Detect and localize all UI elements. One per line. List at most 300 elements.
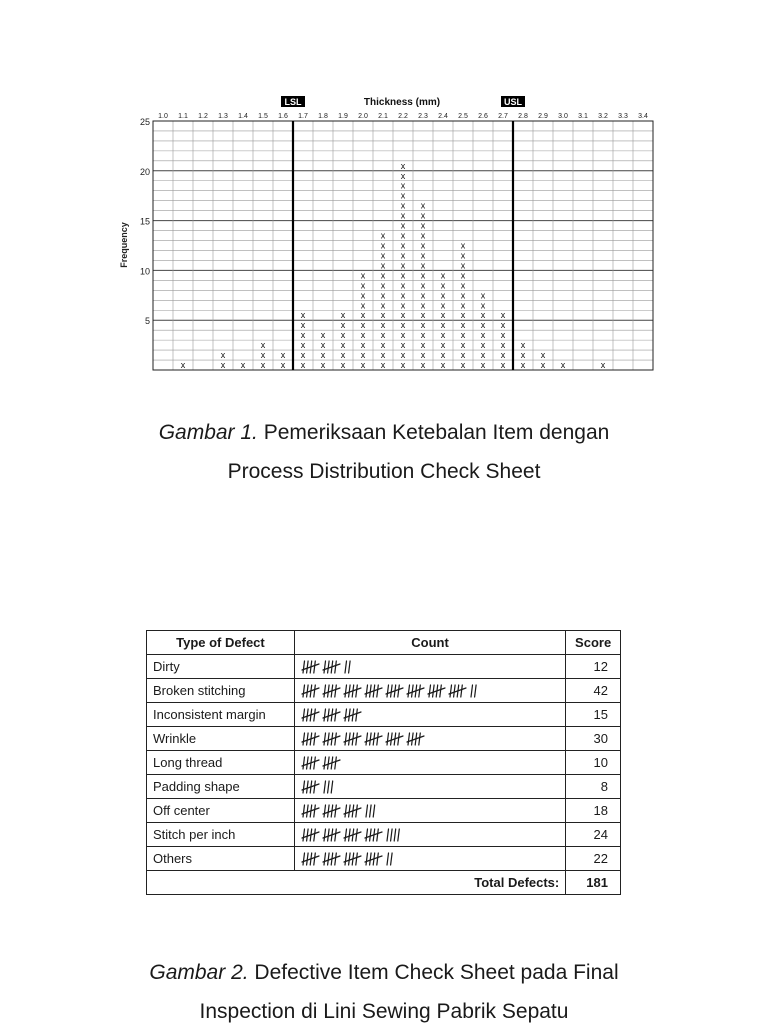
tally-marks bbox=[301, 754, 351, 772]
tally-stroke bbox=[335, 805, 337, 817]
spec-limit-label: LSL bbox=[284, 97, 302, 107]
tally-stroke bbox=[419, 685, 421, 697]
tally-stroke bbox=[356, 733, 358, 745]
tally-stroke bbox=[303, 853, 305, 865]
tally-stroke bbox=[324, 853, 326, 865]
x-mark: x bbox=[320, 330, 326, 341]
x-mark: x bbox=[400, 160, 406, 171]
tally-stroke bbox=[331, 781, 333, 793]
tally-stroke bbox=[303, 829, 305, 841]
tally-stroke bbox=[314, 829, 316, 841]
tally-stroke bbox=[471, 685, 473, 697]
tally-stroke bbox=[314, 781, 316, 793]
x-mark: x bbox=[400, 220, 406, 231]
x-mark: x bbox=[440, 340, 446, 351]
tally-stroke bbox=[314, 709, 316, 721]
tally-stroke bbox=[324, 709, 326, 721]
table-row bbox=[147, 823, 621, 847]
x-mark: x bbox=[360, 320, 366, 331]
x-mark: x bbox=[300, 320, 306, 331]
tally-stroke bbox=[356, 805, 358, 817]
x-mark: x bbox=[500, 310, 506, 321]
x-tick-label: 3.0 bbox=[558, 113, 568, 120]
x-tick-label: 1.1 bbox=[178, 113, 188, 120]
tally-stroke bbox=[390, 685, 392, 697]
x-tick-label: 2.8 bbox=[518, 113, 528, 120]
x-mark: x bbox=[420, 230, 426, 241]
tally-stroke bbox=[345, 733, 347, 745]
x-mark: x bbox=[420, 340, 426, 351]
x-mark: x bbox=[420, 360, 426, 371]
x-mark: x bbox=[480, 350, 486, 361]
tally-marks bbox=[301, 802, 383, 820]
defect-score: 22 bbox=[566, 847, 621, 871]
tally-marks bbox=[301, 706, 372, 724]
x-tick-label: 1.3 bbox=[218, 113, 228, 120]
x-mark: x bbox=[280, 350, 286, 361]
tally-stroke bbox=[324, 757, 326, 769]
defect-type: Wrinkle bbox=[147, 727, 295, 751]
x-mark: x bbox=[480, 360, 486, 371]
x-mark: x bbox=[460, 320, 466, 331]
x-mark: x bbox=[360, 270, 366, 281]
tally-stroke bbox=[387, 733, 389, 745]
x-mark: x bbox=[360, 290, 366, 301]
tally-stroke bbox=[335, 733, 337, 745]
tally-stroke bbox=[327, 757, 329, 769]
tally-stroke bbox=[390, 829, 392, 841]
x-tick-label: 1.6 bbox=[278, 113, 288, 120]
x-tick-label: 3.3 bbox=[618, 113, 628, 120]
defect-score: 15 bbox=[566, 703, 621, 727]
x-tick-label: 1.4 bbox=[238, 113, 248, 120]
x-mark: x bbox=[400, 310, 406, 321]
tally-stroke bbox=[303, 685, 305, 697]
total-value: 181 bbox=[566, 871, 621, 895]
defect-tally bbox=[294, 727, 565, 751]
defect-type: Inconsistent margin bbox=[147, 703, 295, 727]
defect-score: 18 bbox=[566, 799, 621, 823]
defect-type: Dirty bbox=[147, 655, 295, 679]
x-mark: x bbox=[400, 360, 406, 371]
defect-score: 12 bbox=[566, 655, 621, 679]
x-mark: x bbox=[520, 350, 526, 361]
x-mark: x bbox=[400, 190, 406, 201]
defect-tally bbox=[294, 775, 565, 799]
x-mark: x bbox=[400, 230, 406, 241]
x-mark: x bbox=[300, 310, 306, 321]
tally-stroke bbox=[398, 829, 400, 841]
y-tick-label: 20 bbox=[139, 166, 150, 177]
table-row bbox=[147, 775, 621, 799]
y-tick-label: 15 bbox=[139, 216, 150, 227]
x-mark: x bbox=[420, 220, 426, 231]
tally-stroke bbox=[366, 685, 368, 697]
tally-stroke bbox=[366, 805, 368, 817]
x-mark: x bbox=[380, 350, 386, 361]
figure-1-caption bbox=[0, 413, 768, 491]
x-mark: x bbox=[400, 200, 406, 211]
tally-stroke bbox=[314, 757, 316, 769]
tally-stroke bbox=[314, 853, 316, 865]
x-mark: x bbox=[400, 330, 406, 341]
tally-stroke bbox=[366, 733, 368, 745]
tally-stroke bbox=[377, 733, 379, 745]
x-mark: x bbox=[540, 360, 546, 371]
header-score: Score bbox=[566, 631, 621, 655]
x-mark: x bbox=[380, 260, 386, 271]
x-mark: x bbox=[480, 320, 486, 331]
process-distribution-check-sheet bbox=[0, 0, 768, 400]
x-tick-label: 1.0 bbox=[158, 113, 168, 120]
x-mark: x bbox=[480, 290, 486, 301]
x-mark: x bbox=[540, 350, 546, 361]
x-mark: x bbox=[460, 340, 466, 351]
tally-stroke bbox=[335, 853, 337, 865]
x-mark: x bbox=[500, 330, 506, 341]
x-mark: x bbox=[340, 330, 346, 341]
tally-stroke bbox=[348, 661, 350, 673]
tally-stroke bbox=[398, 685, 400, 697]
total-label: Total Defects: bbox=[147, 871, 566, 895]
x-mark: x bbox=[440, 350, 446, 361]
tally-stroke bbox=[306, 829, 308, 841]
x-mark: x bbox=[460, 250, 466, 261]
x-mark: x bbox=[480, 300, 486, 311]
tally-stroke bbox=[387, 829, 389, 841]
tally-stroke bbox=[345, 853, 347, 865]
x-mark: x bbox=[380, 240, 386, 251]
tally-stroke bbox=[398, 733, 400, 745]
tally-marks bbox=[301, 850, 400, 868]
tally-stroke bbox=[394, 829, 396, 841]
tally-stroke bbox=[303, 781, 305, 793]
x-mark: x bbox=[300, 360, 306, 371]
tally-stroke bbox=[306, 685, 308, 697]
x-mark: x bbox=[520, 360, 526, 371]
x-mark: x bbox=[460, 310, 466, 321]
x-tick-label: 3.1 bbox=[578, 113, 588, 120]
x-mark: x bbox=[360, 300, 366, 311]
x-mark: x bbox=[240, 360, 246, 371]
x-mark: x bbox=[400, 290, 406, 301]
tally-stroke bbox=[303, 757, 305, 769]
x-mark: x bbox=[360, 280, 366, 291]
defect-type: Padding shape bbox=[147, 775, 295, 799]
x-mark: x bbox=[360, 360, 366, 371]
x-tick-label: 2.1 bbox=[378, 113, 388, 120]
x-mark: x bbox=[260, 360, 266, 371]
tally-stroke bbox=[440, 685, 442, 697]
tally-stroke bbox=[335, 661, 337, 673]
table-header-row bbox=[147, 631, 621, 655]
x-mark: x bbox=[420, 240, 426, 251]
tally-stroke bbox=[306, 757, 308, 769]
tally-stroke bbox=[324, 805, 326, 817]
x-mark: x bbox=[440, 310, 446, 321]
x-mark: x bbox=[400, 350, 406, 361]
x-mark: x bbox=[180, 360, 186, 371]
tally-stroke bbox=[366, 853, 368, 865]
x-mark: x bbox=[460, 300, 466, 311]
table-row bbox=[147, 799, 621, 823]
x-mark: x bbox=[380, 310, 386, 321]
defect-score: 30 bbox=[566, 727, 621, 751]
tally-stroke bbox=[306, 781, 308, 793]
tally-stroke bbox=[306, 805, 308, 817]
x-tick-label: 2.0 bbox=[358, 113, 368, 120]
x-mark: x bbox=[320, 350, 326, 361]
x-tick-label: 2.6 bbox=[478, 113, 488, 120]
x-tick-label: 1.9 bbox=[338, 113, 348, 120]
tally-stroke bbox=[303, 709, 305, 721]
tally-stroke bbox=[461, 685, 463, 697]
figure-1-title-line2: Process Distribution Check Sheet bbox=[227, 460, 541, 483]
x-mark: x bbox=[460, 260, 466, 271]
x-mark: x bbox=[400, 170, 406, 181]
x-mark: x bbox=[360, 330, 366, 341]
x-mark: x bbox=[420, 200, 426, 211]
x-mark: x bbox=[380, 360, 386, 371]
x-mark: x bbox=[400, 270, 406, 281]
tally-stroke bbox=[345, 829, 347, 841]
x-mark: x bbox=[460, 360, 466, 371]
tally-stroke bbox=[356, 685, 358, 697]
tally-marks bbox=[301, 658, 358, 676]
x-mark: x bbox=[380, 320, 386, 331]
x-mark: x bbox=[440, 330, 446, 341]
tally-stroke bbox=[303, 661, 305, 673]
x-mark: x bbox=[380, 330, 386, 341]
x-mark: x bbox=[480, 330, 486, 341]
tally-stroke bbox=[377, 829, 379, 841]
x-mark: x bbox=[300, 340, 306, 351]
tally-stroke bbox=[369, 805, 371, 817]
x-mark: x bbox=[320, 360, 326, 371]
tally-stroke bbox=[348, 829, 350, 841]
x-mark: x bbox=[460, 350, 466, 361]
x-mark: x bbox=[400, 320, 406, 331]
tally-stroke bbox=[335, 685, 337, 697]
defect-type: Others bbox=[147, 847, 295, 871]
tally-stroke bbox=[377, 685, 379, 697]
x-tick-label: 2.7 bbox=[498, 113, 508, 120]
x-mark: x bbox=[500, 360, 506, 371]
tally-stroke bbox=[324, 661, 326, 673]
figure-2-label: Gambar 2. bbox=[149, 961, 249, 984]
table-row bbox=[147, 847, 621, 871]
x-mark: x bbox=[380, 290, 386, 301]
tally-stroke bbox=[303, 805, 305, 817]
tally-stroke bbox=[453, 685, 455, 697]
tally-stroke bbox=[356, 853, 358, 865]
defect-tally bbox=[294, 847, 565, 871]
tally-stroke bbox=[369, 829, 371, 841]
x-mark: x bbox=[600, 360, 606, 371]
spec-limit-label: USL bbox=[504, 97, 522, 107]
tally-stroke bbox=[345, 805, 347, 817]
x-mark: x bbox=[380, 340, 386, 351]
x-mark: x bbox=[340, 310, 346, 321]
x-tick-label: 1.8 bbox=[318, 113, 328, 120]
x-tick-label: 1.7 bbox=[298, 113, 308, 120]
x-mark: x bbox=[220, 350, 226, 361]
x-mark: x bbox=[260, 340, 266, 351]
x-mark: x bbox=[420, 310, 426, 321]
figure-2-title: Defective Item Check Sheet pada Final bbox=[248, 961, 619, 984]
defect-tally bbox=[294, 655, 565, 679]
x-mark: x bbox=[400, 300, 406, 311]
tally-stroke bbox=[450, 685, 452, 697]
tally-stroke bbox=[324, 781, 326, 793]
tally-stroke bbox=[373, 805, 375, 817]
tally-stroke bbox=[390, 853, 392, 865]
x-mark: x bbox=[400, 260, 406, 271]
tally-stroke bbox=[387, 853, 389, 865]
x-mark: x bbox=[420, 210, 426, 221]
x-mark: x bbox=[300, 350, 306, 361]
y-tick-label: 10 bbox=[139, 266, 150, 277]
tally-stroke bbox=[345, 709, 347, 721]
tally-marks bbox=[301, 682, 484, 700]
x-tick-label: 2.3 bbox=[418, 113, 428, 120]
tally-stroke bbox=[348, 709, 350, 721]
tally-stroke bbox=[314, 685, 316, 697]
chart-title: Thickness (mm) bbox=[363, 97, 441, 108]
x-mark: x bbox=[380, 280, 386, 291]
x-mark: x bbox=[440, 270, 446, 281]
x-mark: x bbox=[480, 310, 486, 321]
x-mark: x bbox=[460, 330, 466, 341]
tally-stroke bbox=[387, 685, 389, 697]
tally-stroke bbox=[327, 853, 329, 865]
tally-stroke bbox=[377, 853, 379, 865]
x-mark: x bbox=[360, 340, 366, 351]
tally-stroke bbox=[356, 829, 358, 841]
x-mark: x bbox=[380, 300, 386, 311]
tally-stroke bbox=[429, 685, 431, 697]
x-mark: x bbox=[400, 240, 406, 251]
x-mark: x bbox=[440, 280, 446, 291]
x-mark: x bbox=[420, 270, 426, 281]
tally-stroke bbox=[306, 733, 308, 745]
total-row bbox=[147, 871, 621, 895]
header-type: Type of Defect bbox=[147, 631, 295, 655]
x-mark: x bbox=[280, 360, 286, 371]
x-mark: x bbox=[360, 310, 366, 321]
defect-score: 42 bbox=[566, 679, 621, 703]
tally-stroke bbox=[324, 685, 326, 697]
tally-stroke bbox=[369, 733, 371, 745]
x-mark: x bbox=[420, 300, 426, 311]
tally-stroke bbox=[335, 709, 337, 721]
tally-stroke bbox=[348, 733, 350, 745]
figure-1-title: Pemeriksaan Ketebalan Item dengan bbox=[257, 421, 610, 444]
tally-stroke bbox=[306, 853, 308, 865]
x-tick-label: 1.2 bbox=[198, 113, 208, 120]
tally-stroke bbox=[432, 685, 434, 697]
x-mark: x bbox=[440, 290, 446, 301]
y-tick-label: 5 bbox=[144, 316, 150, 327]
x-mark: x bbox=[380, 250, 386, 261]
tally-marks bbox=[301, 778, 341, 796]
x-mark: x bbox=[400, 250, 406, 261]
defect-score: 24 bbox=[566, 823, 621, 847]
tally-stroke bbox=[327, 805, 329, 817]
defect-score: 8 bbox=[566, 775, 621, 799]
table-row bbox=[147, 727, 621, 751]
tally-stroke bbox=[345, 661, 347, 673]
x-mark: x bbox=[460, 270, 466, 281]
tally-stroke bbox=[327, 733, 329, 745]
tally-stroke bbox=[408, 685, 410, 697]
defect-type: Off center bbox=[147, 799, 295, 823]
figure-2-title-line2: Inspection di Lini Sewing Pabrik Sepatu bbox=[199, 1000, 569, 1023]
tally-stroke bbox=[314, 661, 316, 673]
x-mark: x bbox=[460, 290, 466, 301]
x-mark: x bbox=[380, 230, 386, 241]
x-mark: x bbox=[560, 360, 566, 371]
x-mark: x bbox=[420, 320, 426, 331]
x-mark: x bbox=[260, 350, 266, 361]
x-mark: x bbox=[360, 350, 366, 361]
x-tick-label: 2.4 bbox=[438, 113, 448, 120]
defect-tally bbox=[294, 799, 565, 823]
x-tick-label: 3.2 bbox=[598, 113, 608, 120]
x-mark: x bbox=[460, 240, 466, 251]
tally-stroke bbox=[335, 757, 337, 769]
x-mark: x bbox=[400, 340, 406, 351]
defect-tally bbox=[294, 703, 565, 727]
x-tick-label: 3.4 bbox=[638, 113, 648, 120]
tally-stroke bbox=[324, 829, 326, 841]
figure-1-label: Gambar 1. bbox=[158, 421, 258, 444]
tally-stroke bbox=[348, 853, 350, 865]
x-mark: x bbox=[340, 320, 346, 331]
x-mark: x bbox=[420, 260, 426, 271]
tally-stroke bbox=[327, 829, 329, 841]
x-mark: x bbox=[380, 270, 386, 281]
x-mark: x bbox=[420, 350, 426, 361]
defect-type: Broken stitching bbox=[147, 679, 295, 703]
y-tick-label: 25 bbox=[139, 117, 150, 127]
check-sheet-chart bbox=[0, 0, 768, 400]
x-mark: x bbox=[420, 290, 426, 301]
tally-stroke bbox=[327, 661, 329, 673]
tally-stroke bbox=[345, 685, 347, 697]
x-mark: x bbox=[500, 350, 506, 361]
defect-type: Stitch per inch bbox=[147, 823, 295, 847]
x-mark: x bbox=[440, 300, 446, 311]
tally-marks bbox=[301, 826, 407, 844]
tally-stroke bbox=[306, 661, 308, 673]
x-mark: x bbox=[400, 280, 406, 291]
x-mark: x bbox=[300, 330, 306, 341]
y-axis-label: Frequency bbox=[119, 222, 129, 268]
x-mark: x bbox=[420, 330, 426, 341]
tally-stroke bbox=[348, 685, 350, 697]
x-mark: x bbox=[520, 340, 526, 351]
defect-tally bbox=[294, 679, 565, 703]
header-count: Count bbox=[294, 631, 565, 655]
x-tick-label: 2.2 bbox=[398, 113, 408, 120]
tally-stroke bbox=[411, 685, 413, 697]
x-tick-label: 2.9 bbox=[538, 113, 548, 120]
x-mark: x bbox=[340, 350, 346, 361]
x-mark: x bbox=[340, 340, 346, 351]
tally-stroke bbox=[408, 733, 410, 745]
table-row bbox=[147, 703, 621, 727]
